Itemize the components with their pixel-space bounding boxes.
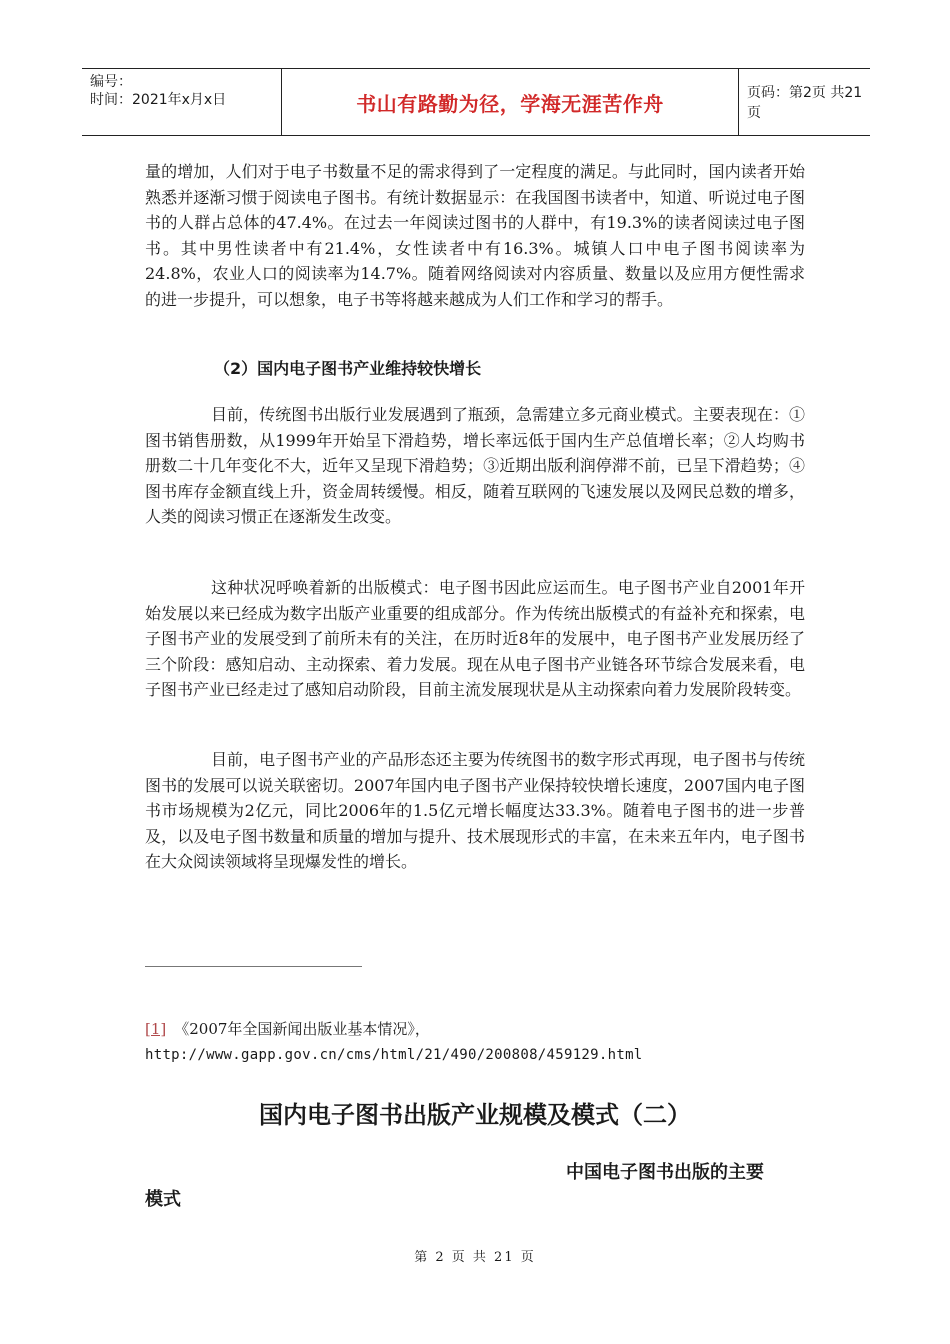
header-page-info <box>739 69 870 135</box>
header-motto: 书山有路勤为径，学海无涯苦作舟 <box>356 91 664 116</box>
page-header <box>82 68 870 136</box>
footnote-url: http://www.gapp.gov.cn/cms/html/21/490/200808/459129.html <box>145 1047 643 1063</box>
page-info-text: 页码：第2页 共21页 <box>747 85 863 121</box>
paragraph-1 <box>145 159 805 312</box>
subheading: （2）国内电子图书产业维持较快增长 <box>214 359 482 378</box>
header-meta <box>82 69 282 135</box>
number-label: 编号： <box>90 74 132 90</box>
paragraph-2 <box>145 402 805 530</box>
paragraph-3 <box>145 575 805 703</box>
page-footer: 第 2 页 共 21 页 <box>414 1250 536 1265</box>
time-label: 时间：2021年x月x日 <box>90 92 227 108</box>
footnote-ref-link[interactable]: [1] <box>145 1020 167 1038</box>
footnote <box>145 1016 805 1068</box>
section-title: 国内电子图书出版产业规模及模式（二） <box>259 1101 691 1129</box>
footnote-divider <box>145 966 362 967</box>
paragraph-4-text: 目前，电子图书产业的产品形态还主要为传统图书的数字形式再现，电子图书与传统图书的发展可以说关联密切。2007年国内电子图书产业保持较快增长速度，2007国内电子图书市场规模为2亿元，同比2006年的1.5亿元增长幅度达33.3%。随着电子图书的进一步普及，以及电子图书数量和质量的增加与提升、技术展现形式的丰富，在未来五年内，电子图书在大众阅读领域将呈现爆发性的增长。 <box>145 750 805 871</box>
header-motto-cell <box>282 69 739 135</box>
paragraph-1-text: 量的增加，人们对于电子书数量不足的需求得到了一定程度的满足。与此同时，国内读者开始熟悉并逐渐习惯于阅读电子图书。有统计数据显示：在我国图书读者中，知道、听说过电子图书的人群占总体的47.4%。在过去一年阅读过图书的人群中，有19.3%的读者阅读过电子图书。其中男性读者中有21.4%，女性读者中有16.3%。城镇人口中电子图书阅读率为24.8%，农业人口的阅读率为14.7%。随着网络阅读对内容质量、数量以及应用方便性需求的进一步提升，可以想象，电子书等将越来越成为人们工作和学习的帮手。 <box>145 162 805 309</box>
paragraph-3-text: 这种状况呼唤着新的出版模式：电子图书因此应运而生。电子图书产业自2001年开始发展以来已经成为数字出版产业重要的组成部分。作为传统出版模式的有益补充和探索，电子图书产业的发展受到了前所未有的关注，在历时近8年的发展中，电子图书产业发展历经了三个阶段：感知启动、主动探索、着力发展。现在从电子图书产业链各环节综合发展来看，电子图书产业已经走过了感知启动阶段，目前主流发展现状是从主动探索向着力发展阶段转变。 <box>145 578 805 699</box>
section-heading-part1: 中国电子图书出版的主要 <box>566 1162 764 1183</box>
paragraph-2-text: 目前，传统图书出版行业发展遇到了瓶颈，急需建立多元商业模式。主要表现在：①图书销售册数，从1999年开始呈下滑趋势，增长率远低于国内生产总值增长率；②人均购书册数二十几年变化不大，近年又呈现下滑趋势；③近期出版利润停滞不前，已呈下滑趋势；④图书库存金额直线上升，资金周转缓慢。相反，随着互联网的飞速发展以及网民总数的增多，人类的阅读习惯正在逐渐发生改变。 <box>145 405 805 526</box>
footnote-title: 《2007年全国新闻出版业基本情况》， <box>174 1020 430 1038</box>
section-heading-part2: 模式 <box>145 1189 181 1210</box>
paragraph-4 <box>145 747 805 875</box>
